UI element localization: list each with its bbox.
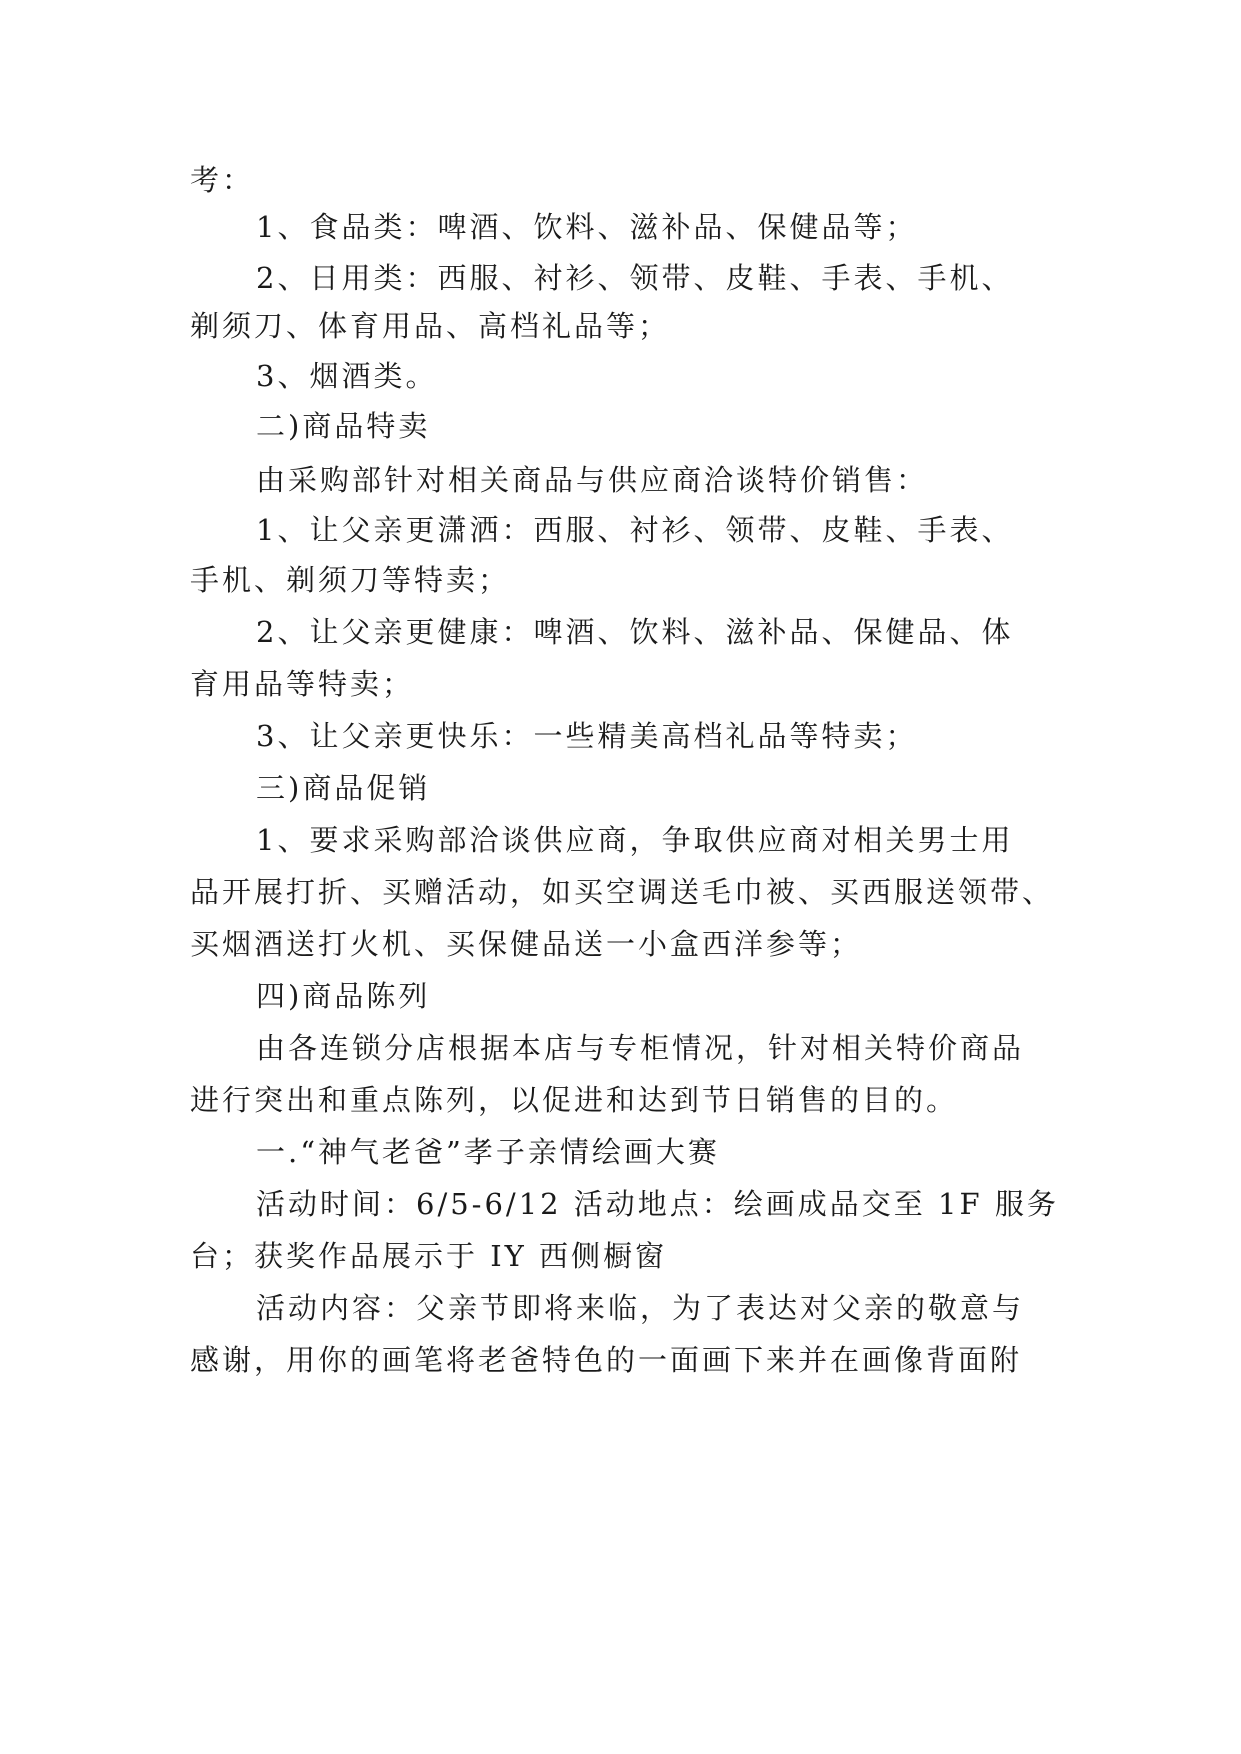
text-line: 感谢，用你的画笔将老爸特色的一面画下来并在画像背面附 [190, 1343, 1023, 1377]
text-line: 手机、剃须刀等特卖； [190, 563, 511, 597]
text-line: 2、日用类：西服、衬衫、领带、皮鞋、手表、手机、 [256, 261, 1014, 295]
section-heading: 四)商品陈列 [256, 979, 431, 1013]
text-line: 育用品等特卖； [190, 667, 415, 701]
text-line: 考： [190, 163, 255, 197]
text-line: 活动内容：父亲节即将来临，为了表达对父亲的敬意与 [256, 1291, 1025, 1325]
section-heading: 一.“神气老爸”孝子亲情绘画大赛 [256, 1135, 720, 1169]
text-line: 3、烟酒类。 [256, 359, 438, 393]
text-line: 品开展打折、买赠活动，如买空调送毛巾被、买西服送领带、 [190, 875, 1055, 909]
text-line: 进行突出和重点陈列，以促进和达到节日销售的目的。 [190, 1083, 959, 1117]
text-line: 2、让父亲更健康：啤酒、饮料、滋补品、保健品、体 [256, 615, 1014, 649]
text-line: 1、要求采购部洽谈供应商，争取供应商对相关男士用 [256, 823, 1014, 857]
text-line: 台；获奖作品展示于 IY 西侧橱窗 [190, 1239, 668, 1273]
text-line: 3、让父亲更快乐：一些精美高档礼品等特卖； [256, 719, 918, 753]
text-line: 1、食品类：啤酒、饮料、滋补品、保健品等； [256, 210, 918, 244]
text-line: 买烟酒送打火机、买保健品送一小盒西洋参等； [190, 927, 863, 961]
section-heading: 二)商品特卖 [256, 409, 431, 443]
section-heading: 三)商品促销 [256, 771, 431, 805]
text-line: 剃须刀、体育用品、高档礼品等； [190, 309, 671, 343]
text-line: 由采购部针对相关商品与供应商洽谈特价销售： [256, 463, 929, 497]
text-line: 由各连锁分店根据本店与专柜情况，针对相关特价商品 [256, 1031, 1025, 1065]
text-line: 1、让父亲更潇洒：西服、衬衫、领带、皮鞋、手表、 [256, 513, 1014, 547]
text-line: 活动时间：6/5-6/12 活动地点：绘画成品交至 1F 服务 [256, 1187, 1059, 1221]
